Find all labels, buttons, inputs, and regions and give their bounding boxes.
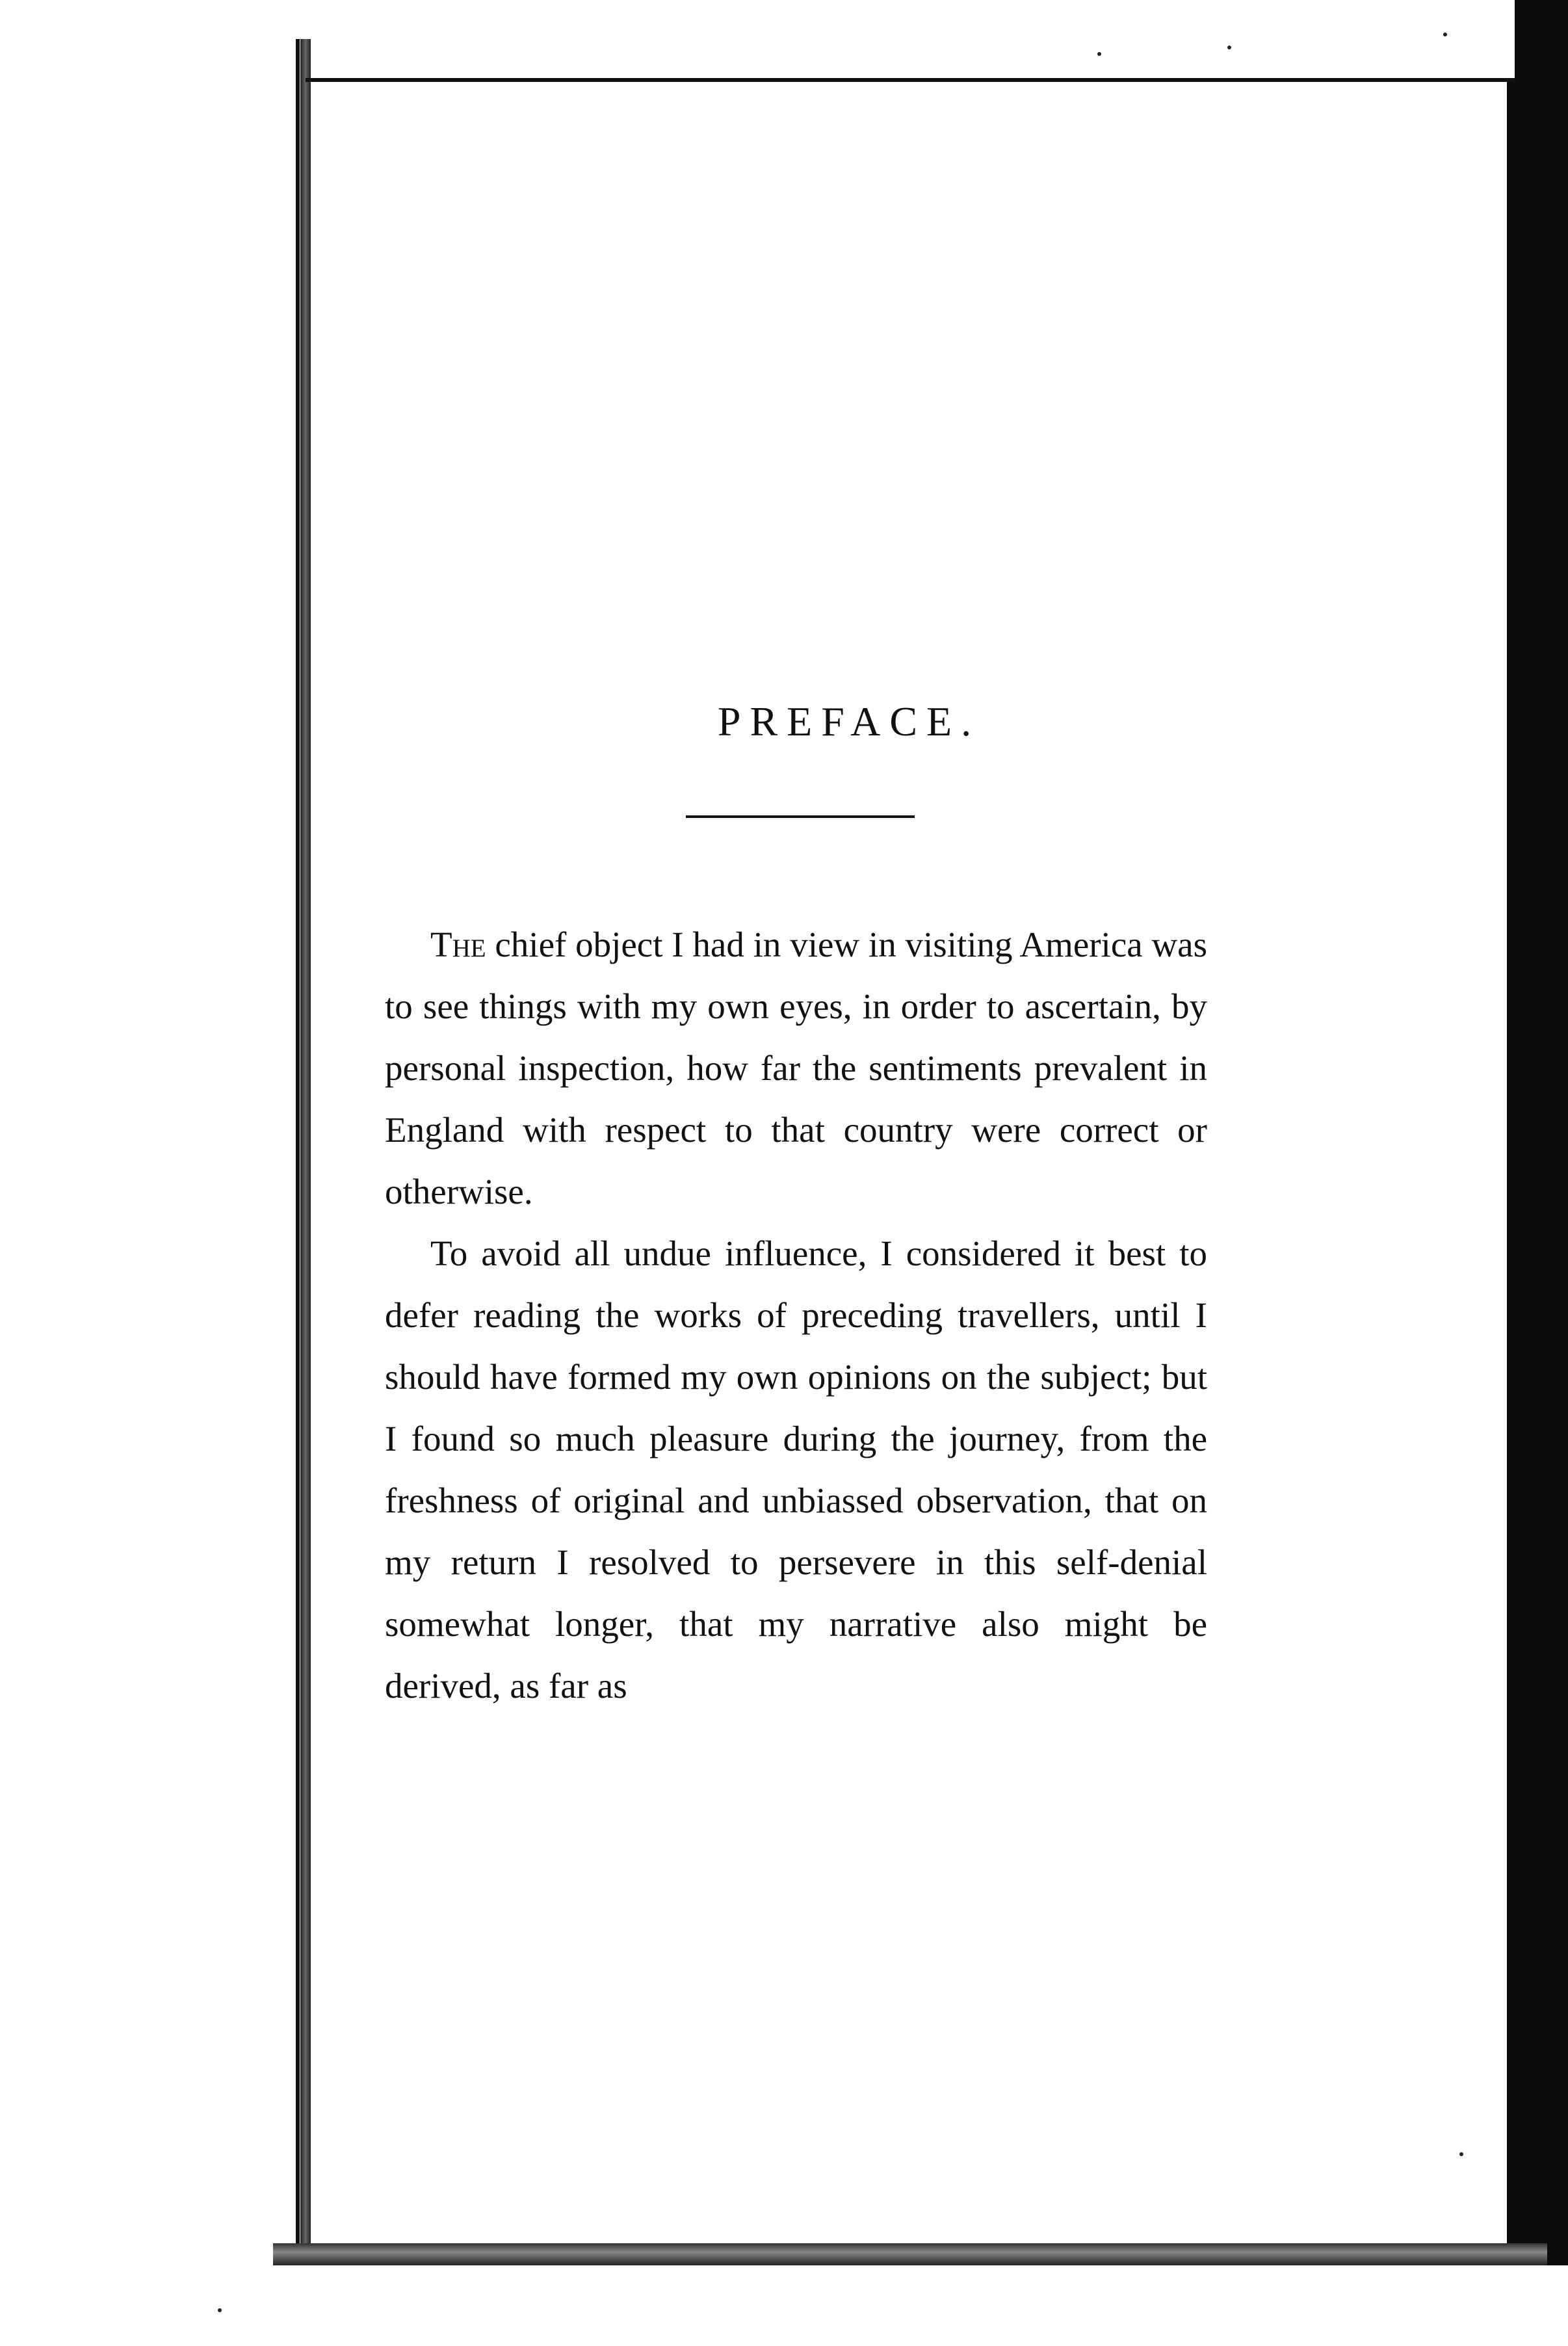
paragraph-1 — [385, 914, 1207, 1222]
top-right-scan-border — [1515, 0, 1568, 85]
top-page-edge — [306, 78, 1515, 82]
left-page-edge — [0, 39, 300, 2250]
page-heading: PREFACE. — [717, 698, 981, 745]
scan-speck — [218, 2308, 222, 2312]
scan-speck — [1443, 33, 1447, 36]
scan-speck — [1097, 52, 1101, 56]
bottom-page-edge — [273, 2243, 1547, 2265]
bottom-margin — [0, 2265, 1568, 2346]
paragraph-2 — [385, 1222, 1207, 1717]
paragraph-1-lead: The — [430, 925, 486, 964]
book-gutter — [300, 39, 311, 2250]
heading-divider — [686, 815, 915, 818]
scan-speck — [1227, 46, 1231, 49]
right-scan-border — [1507, 78, 1568, 2289]
preface-text — [385, 914, 1207, 1717]
scan-speck — [1459, 2152, 1463, 2156]
paragraph-1-text: chief object I had in view in visiting America was to see things with my own eyes, in order to ascertain, by personal inspection, how far the sentiments prevalent in England with respect to that country were correct or otherwise. — [385, 925, 1207, 1211]
paragraph-2-text: To avoid all undue influence, I considered it best to defer reading the works of preceding travellers, until I should have formed my own opinions on the subject; but I found so much pleasure during the journey, from the freshness of original and unbiassed observation, that on my return I resolved to persevere in this self-denial somewhat longer, that my narrative also might be derived, as far as — [385, 1233, 1207, 1706]
